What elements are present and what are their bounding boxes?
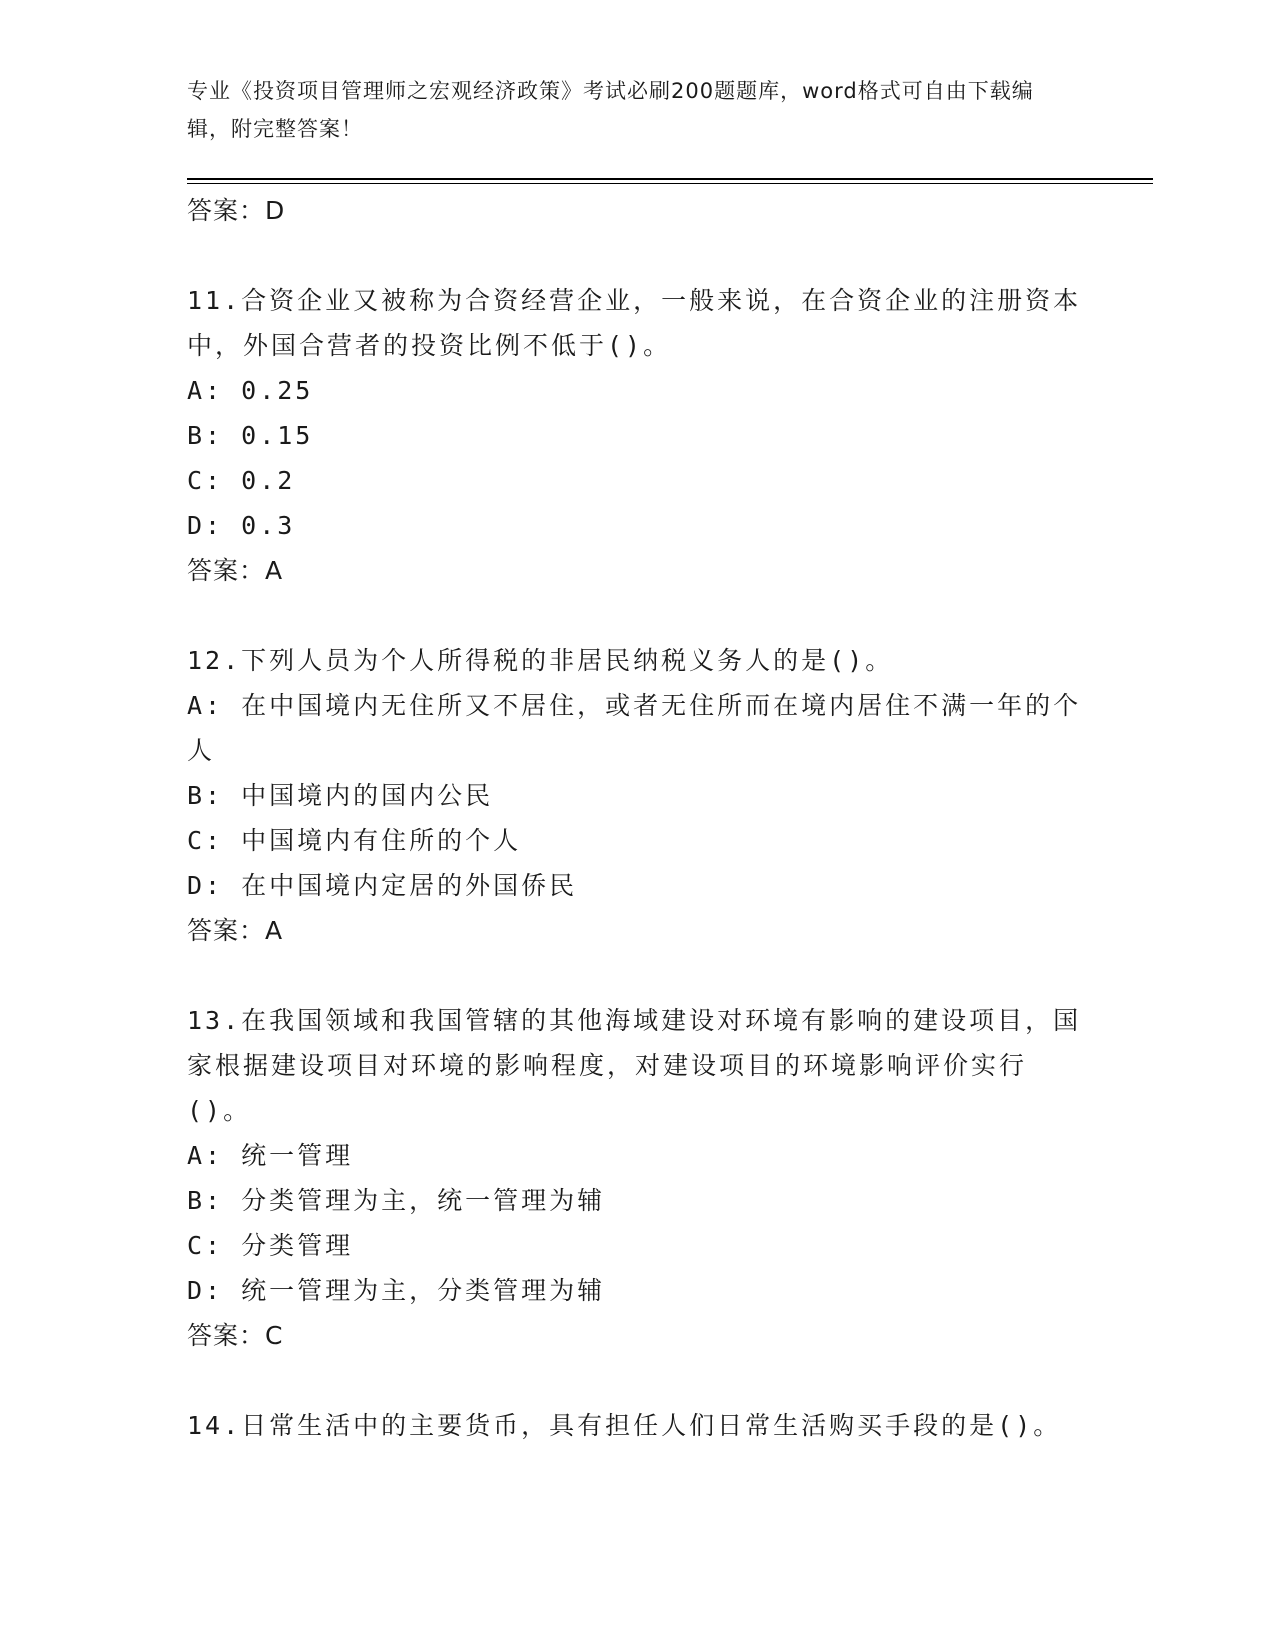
previous-answer: 答案：D — [187, 196, 286, 225]
option-a: A: 0.25 — [187, 376, 314, 405]
question-stem: 11.合资企业又被称为合资经营企业，一般来说，在合资企业的注册资本中，外国合营者的投资比例不低于()。 — [187, 286, 1082, 360]
question-12 — [187, 638, 1087, 954]
option-d: D: 0.3 — [187, 511, 296, 540]
header-divider-thick — [187, 178, 1153, 180]
option-c: C: 分类管理 — [187, 1231, 354, 1260]
header-divider-thin — [187, 183, 1153, 184]
question-11 — [187, 278, 1087, 594]
answer: 答案：A — [187, 916, 284, 945]
option-d: D: 统一管理为主，分类管理为辅 — [187, 1276, 606, 1305]
question-14 — [187, 1403, 1087, 1448]
question-stem: 12.下列人员为个人所得税的非居民纳税义务人的是()。 — [187, 646, 894, 675]
option-c: C: 0.2 — [187, 466, 296, 495]
option-b: B: 0.15 — [187, 421, 314, 450]
option-d: D: 在中国境内定居的外国侨民 — [187, 871, 578, 900]
answer: 答案：C — [187, 1321, 284, 1350]
option-a: A: 在中国境内无住所又不居住，或者无住所而在境内居住不满一年的个人 — [187, 691, 1082, 765]
question-13 — [187, 998, 1087, 1359]
question-stem: 14.日常生活中的主要货币，具有担任人们日常生活购买手段的是()。 — [187, 1411, 1062, 1440]
option-c: C: 中国境内有住所的个人 — [187, 826, 522, 855]
header-note: 专业《投资项目管理师之宏观经济政策》考试必刷200题题库，word格式可自由下载编辑，附完整答案！ — [187, 79, 1034, 141]
option-b: B: 分类管理为主，统一管理为辅 — [187, 1186, 606, 1215]
answer: 答案：A — [187, 556, 284, 585]
option-b: B: 中国境内的国内公民 — [187, 781, 494, 810]
question-list — [187, 188, 1087, 1448]
question-stem: 13.在我国领域和我国管辖的其他海域建设对环境有影响的建设项目，国家根据建设项目对环境的影响程度，对建设项目的环境影响评价实行()。 — [187, 1006, 1082, 1125]
option-a: A: 统一管理 — [187, 1141, 354, 1170]
